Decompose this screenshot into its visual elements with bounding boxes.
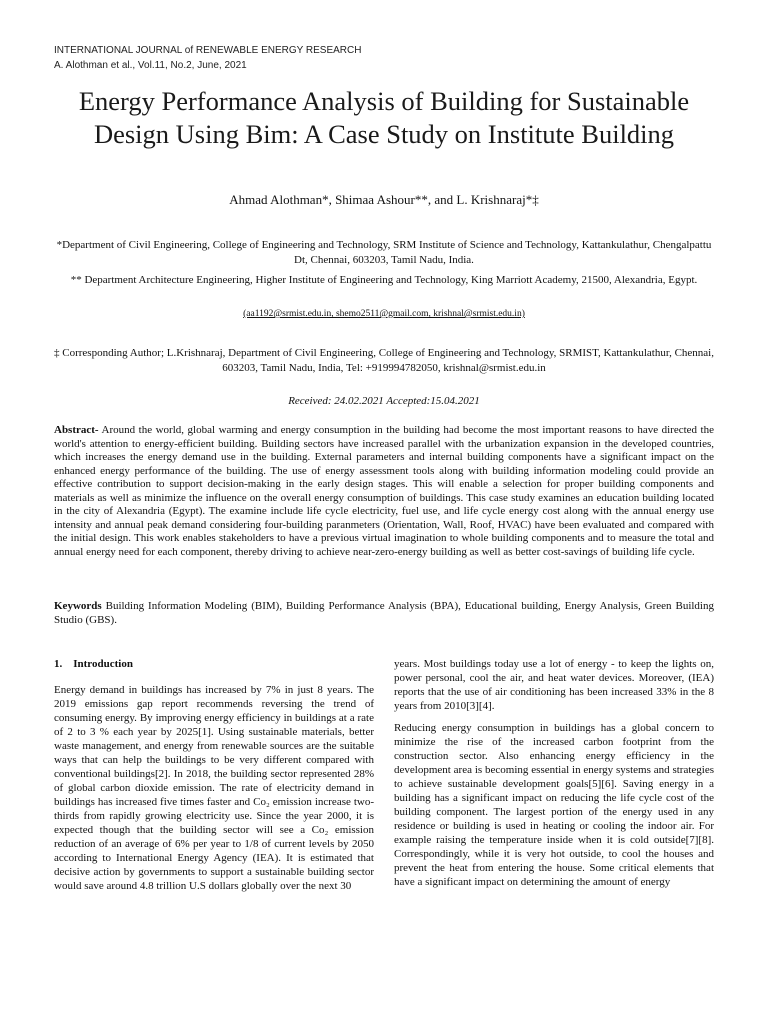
paper-title: Energy Performance Analysis of Building for Sustainable Design Using Bim: A Case Study on Institute Building	[78, 86, 690, 149]
paragraph: Energy demand in buildings has increased by 7% in just 8 years. The 2019 emissions gap report recommends reversing the trend of consuming energy. By improving energy efficiency in buildings at a rate of 2 to 3 % each year by 2025[1]. Using sustainable materials, better waste management, and energy from renewable sources are the suitable ways that can help the buildings to be very different compared with conventional buildings[2]. In 2018, the building sector represented 28% of global carbon dioxide emission. The rate of electricity demand in buildings has increased five times faster and Co₂ emission increase two-thirds from rapidly growing electricity use. Since the year 2000, it is expected though that the building sector will see a Co₂ emission reduction of an average of 6% per year to 1/8 of current levels by 2050 according to International Energy Agency (IEA). It is estimated that decisive action by governments to support a sustainable building sector would save around 4.8 trillion U.S dollars globally over the next 30	[54, 684, 374, 892]
author-emails[interactable]: (aa1192@srmist.edu.in, shemo2511@gmail.com, krishnal@srmist.edu.in)	[243, 309, 525, 319]
keywords-text: Building Information Modeling (BIM), Building Performance Analysis (BPA), Educational building, Energy Analysis, Green Building Studio (GBS).	[54, 600, 714, 626]
paragraph: Reducing energy consumption in buildings has a global concern to minimize the rise of the increased carbon footprint from the construction sector. Also enhancing energy efficiency in the development area is becoming essential in energy systems and strategies to achieve sustainable development goals[5][6]. Saving energy in a building has a significant impact on reducing the life cycle cost of the building component. The largest portion of the energy used in any residence or building is used in heating or cooling the indoor air. For example raising the temperature inside when it is cold outside[7][8]. Correspondingly, while it is very hot outside, to cool the houses and prevent the heat from entering the house. Some critical elements that have a significant impact on determining the amount of energy	[394, 722, 714, 888]
citation: A. Alothman et al., Vol.11, No.2, June, 2021	[54, 60, 247, 71]
abstract	[54, 424, 714, 559]
keywords-label: Keywords	[54, 600, 102, 612]
abstract-text: Around the world, global warming and energy consumption in the building had become the most important reasons to have directed the world's attention to energy-efficient building. Building sectors have increased parallel with the urbanization expansion in the developed countries, which increases the energy demand use in the building. External parameters and internal building components have a significant impact on the enhanced energy performance of the building. The use of energy assessment tools along with building information modeling could provide an effective contribution to support decision-making in the early design stages. This will enable a selection for proper building components and materials as well as minimize the influence on the overall energy consumption of buildings. This case study examines an education building located in the city of Alexandria (Egypt). The examine include life cycle electricity, fuel use, and life cycle energy cost along with the annual energy use intensity and annual peak demand considering four-building paranmeters (Orientation, Wall, Roof, HVAC) have been evaluated and compared with the initial design. This work enables stakeholders to have a previous virtual imagination to whole building components and to measure the total and annual energy need for each component, thereby driving to achieve near-zero-energy building as well as better cost-savings of building life cycle.	[54, 424, 714, 558]
abstract-label: Abstract-	[54, 424, 99, 436]
column-left	[54, 657, 374, 901]
corresponding-author: ‡ Corresponding Author; L.Krishnaraj, Department of Civil Engineering, College of Engineering and Technology, SRMIST, Kattankulathur, Chennai, 603203, Tamil Nadu, India, Tel: +919994782050, krishnal@srmist.edu.in	[54, 347, 714, 374]
received-dates: Received: 24.02.2021 Accepted:15.04.2021	[288, 395, 480, 407]
affiliation-2: ** Department Architecture Engineering, Higher Institute of Engineering and Technology, King Marriott Academy, 21500, Alexandria, Egypt.	[70, 274, 698, 286]
journal-name: INTERNATIONAL JOURNAL of RENEWABLE ENERGY RESEARCH	[54, 45, 362, 56]
running-head	[54, 43, 361, 73]
column-right	[394, 657, 714, 897]
section-heading-introduction: 1. Introduction	[54, 658, 133, 670]
affiliation-1: *Department of Civil Engineering, College of Engineering and Technology, SRM Institute of Science and Technology, Kattankulathur, Chengalpattu Dt, Chennai, 603203, Tamil Nadu, India.	[56, 239, 712, 266]
paragraph: years. Most buildings today use a lot of energy - to keep the lights on, power personal, cool the air, and heat water devices. Moreover, (IEA) reports that the use of air conditioning has been increased 33% in the 8 years from 2010[3][4].	[394, 658, 714, 712]
authors: Ahmad Alothman*, Shimaa Ashour**, and L. Krishnaraj*‡	[229, 192, 539, 207]
keywords	[54, 600, 714, 627]
